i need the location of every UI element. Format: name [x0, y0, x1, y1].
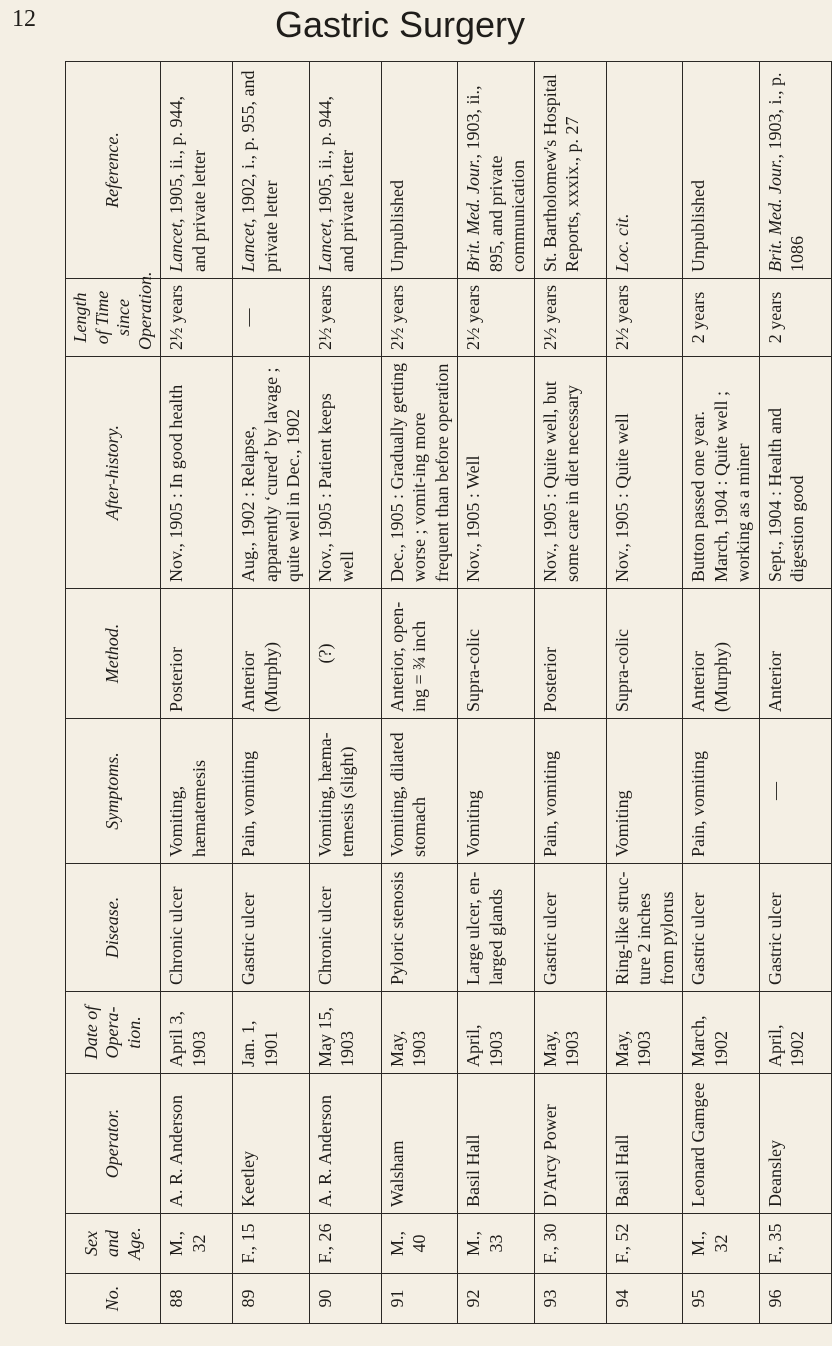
cell-reference [161, 62, 233, 279]
col-header-after-history: After-history. [66, 357, 161, 589]
cell-no: 93 [534, 1274, 606, 1324]
cell-disease: Gastric ulcer [759, 864, 831, 992]
col-header-method: Method. [66, 589, 161, 719]
reference-detail: 1902, i., p. 955, and private letter [238, 70, 281, 272]
cell-operator: Deansley [759, 1074, 831, 1214]
reference-detail: 1903, i., p. 1086 [764, 72, 808, 272]
table-row [458, 62, 535, 1324]
cell-no: 95 [683, 1274, 760, 1324]
reference-journal: Lancet, [314, 218, 335, 272]
cell-operator: Basil Hall [606, 1074, 683, 1214]
cell-length: 2½ years [309, 279, 381, 357]
cell-symptoms: Vomiting [606, 719, 683, 864]
cell-length: — [233, 279, 310, 357]
cell-symptoms: Vomiting [458, 719, 535, 864]
cell-disease: Ring-like struc-ture 2 inches from pylorus [606, 864, 683, 992]
cell-date: April 3, 1903 [161, 992, 233, 1074]
cell-no: 90 [309, 1274, 381, 1324]
cell-symptoms: Vomiting, hæmatemesis [161, 719, 233, 864]
cell-symptoms: Vomiting, dilated stomach [381, 719, 458, 864]
col-header-operator: Operator. [66, 1074, 161, 1214]
reference-journal: Loc. cit. [611, 213, 632, 272]
cell-no: 88 [161, 1274, 233, 1324]
reference-journal: Lancet, [166, 218, 187, 272]
cell-operator: Keetley [233, 1074, 310, 1214]
cell-operator: Basil Hall [458, 1074, 535, 1214]
cell-method: Supra-colic [606, 589, 683, 719]
cell-method: (?) [309, 589, 381, 719]
page-header [0, 0, 800, 62]
col-header-no: No. [66, 1274, 161, 1324]
table-row [309, 62, 381, 1324]
cell-date: April, 1902 [759, 992, 831, 1074]
table-row [233, 62, 310, 1324]
cell-disease: Chronic ulcer [309, 864, 381, 992]
cell-sex-age: M., 32 [161, 1214, 233, 1274]
col-header-reference: Reference. [66, 62, 161, 279]
cell-reference [309, 62, 381, 279]
cell-sex-age: F., 52 [606, 1214, 683, 1274]
cell-after-history: Nov., 1905 : Quite well [606, 357, 683, 589]
cell-date: March, 1902 [683, 992, 760, 1074]
col-header-sex-age: Sex and Age. [66, 1214, 161, 1274]
cell-after-history: Dec., 1905 : Gradually getting worse ; vomit-ing more frequent than before operation [381, 357, 458, 589]
cell-no: 92 [458, 1274, 535, 1324]
cell-no: 94 [606, 1274, 683, 1324]
cell-date: April, 1903 [458, 992, 535, 1074]
cell-sex-age: M., 32 [683, 1214, 760, 1274]
cell-after-history: Button passed one year. March, 1904 : Quite well ; working as a miner [683, 357, 760, 589]
cell-reference [534, 62, 606, 279]
cell-length: 2 years [759, 279, 831, 357]
cell-symptoms: Vomiting, hæma-temesis (slight) [309, 719, 381, 864]
cell-sex-age: F., 26 [309, 1214, 381, 1274]
table-row [683, 62, 760, 1324]
cell-no: 96 [759, 1274, 831, 1324]
cell-date: May 15, 1903 [309, 992, 381, 1074]
page-number: 12 [12, 6, 36, 32]
cell-after-history: Nov., 1905 : Well [458, 357, 535, 589]
cell-symptoms: — [759, 719, 831, 864]
cell-length: 2½ years [381, 279, 458, 357]
reference-detail: St. Bartholomew's Hospital Reports, xxxix., p. 27 [539, 74, 583, 272]
cell-disease: Chronic ulcer [161, 864, 233, 992]
col-header-disease: Disease. [66, 864, 161, 992]
reference-detail: 1903, ii., 895, and private communication [463, 85, 529, 272]
cell-after-history: Sept., 1904 : Health and digestion good [759, 357, 831, 589]
reference-detail: 1905, ii., p. 944, and private letter [166, 95, 209, 272]
cell-length: 2½ years [534, 279, 606, 357]
cell-reference [381, 62, 458, 279]
cell-method: Posterior [161, 589, 233, 719]
cell-length: 2½ years [161, 279, 233, 357]
cell-method: Posterior [534, 589, 606, 719]
rotated-table-area [65, 62, 808, 1324]
table-row [161, 62, 233, 1324]
cell-length: 2½ years [458, 279, 535, 357]
header-row [66, 62, 161, 1324]
col-header-date: Date of Opera-tion. [66, 992, 161, 1074]
table-row [534, 62, 606, 1324]
table-row [759, 62, 831, 1324]
cell-sex-age: M., 33 [458, 1214, 535, 1274]
table-body [161, 62, 832, 1324]
cell-length: 2½ years [606, 279, 683, 357]
cell-reference [683, 62, 760, 279]
cell-disease: Large ulcer, en-larged glands [458, 864, 535, 992]
cell-after-history: Nov., 1905 : Quite well, but some care in diet necessary [534, 357, 606, 589]
cell-method: Supra-colic [458, 589, 535, 719]
reference-detail: 1905, ii., p. 944, and private letter [314, 95, 358, 272]
cell-disease: Gastric ulcer [233, 864, 310, 992]
cell-method: Anterior [759, 589, 831, 719]
reference-detail: Unpublished [688, 180, 709, 272]
cell-sex-age: F., 30 [534, 1214, 606, 1274]
cell-date: May, 1903 [534, 992, 606, 1074]
cell-symptoms: Pain, vomiting [233, 719, 310, 864]
cell-date: Jan. 1, 1901 [233, 992, 310, 1074]
cell-disease: Gastric ulcer [534, 864, 606, 992]
reference-detail: Unpublished [386, 180, 407, 272]
col-header-length: Length of Time since Operation. [66, 279, 161, 357]
cell-reference [233, 62, 310, 279]
cell-disease: Pyloric stenosis [381, 864, 458, 992]
cell-operator: A. R. Anderson [309, 1074, 381, 1214]
cell-length: 2 years [683, 279, 760, 357]
reference-journal: Lancet, [238, 218, 259, 272]
col-header-symptoms: Symptoms. [66, 719, 161, 864]
cell-method: Anterior (Murphy) [683, 589, 760, 719]
cell-date: May, 1903 [381, 992, 458, 1074]
cell-reference [606, 62, 683, 279]
operations-table [65, 61, 832, 1324]
cell-method: Anterior (Murphy) [233, 589, 310, 719]
table-row [606, 62, 683, 1324]
cell-after-history: Aug., 1902 : Relapse, apparently ‘cured’ by lavage ; quite well in Dec., 1902 [233, 357, 310, 589]
cell-operator: A. R. Anderson [161, 1074, 233, 1214]
cell-operator: Walsham [381, 1074, 458, 1214]
cell-date: May, 1903 [606, 992, 683, 1074]
cell-disease: Gastric ulcer [683, 864, 760, 992]
cell-operator: Leonard Gamgee [683, 1074, 760, 1214]
cell-symptoms: Pain, vomiting [683, 719, 760, 864]
cell-method: Anterior, open-ing = ¾ inch [381, 589, 458, 719]
reference-journal: Brit. Med. Jour., [463, 154, 484, 272]
table-rotator [65, 62, 808, 1324]
cell-no: 89 [233, 1274, 310, 1324]
cell-reference [458, 62, 535, 279]
cell-operator: D'Arcy Power [534, 1074, 606, 1214]
cell-sex-age: M., 40 [381, 1214, 458, 1274]
table-row [381, 62, 458, 1324]
cell-no: 91 [381, 1274, 458, 1324]
cell-sex-age: F., 35 [759, 1214, 831, 1274]
cell-sex-age: F., 15 [233, 1214, 310, 1274]
reference-journal: Brit. Med. Jour., [764, 154, 785, 272]
cell-after-history: Nov., 1905 : Patient keeps well [309, 357, 381, 589]
cell-reference [759, 62, 831, 279]
cell-symptoms: Pain, vomiting [534, 719, 606, 864]
cell-after-history: Nov., 1905 : In good health [161, 357, 233, 589]
page-title: Gastric Surgery [274, 4, 526, 45]
